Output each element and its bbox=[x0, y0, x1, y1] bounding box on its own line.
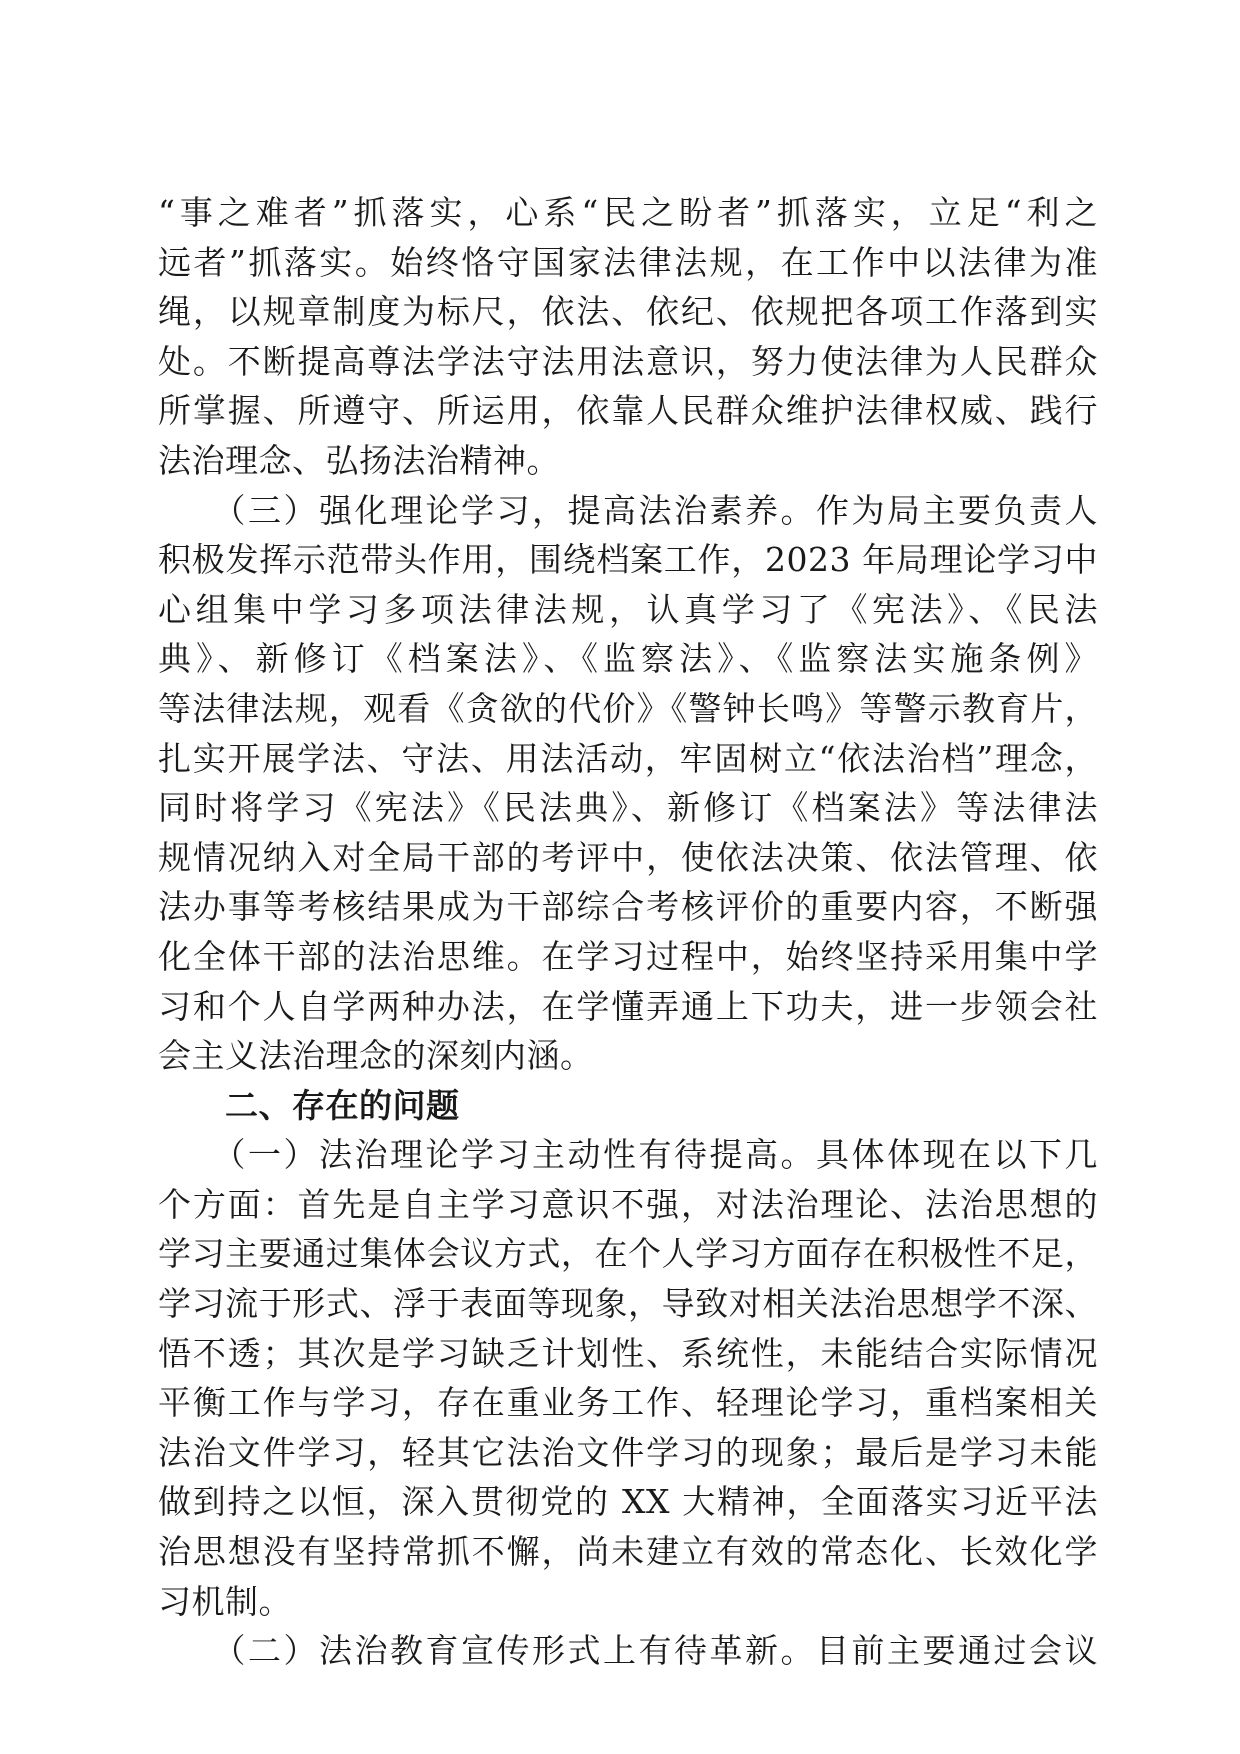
text-line: （三）强化理论学习，提高法治素养。作为局主要负责人 bbox=[158, 490, 1098, 530]
text-line: 法办事等考核结果成为干部综合考核评价的重要内容，不断强 bbox=[158, 887, 1098, 927]
text-line: 等法律法规，观看《贪欲的代价》《警钟长鸣》等警示教育片， bbox=[158, 688, 1098, 728]
text-line: 学习主要通过集体会议方式，在个人学习方面存在积极性不足， bbox=[158, 1234, 1098, 1274]
text-line: 扎实开展学法、守法、用法活动，牢固树立“依法治档”理念， bbox=[158, 738, 1098, 778]
text-line: 绳，以规章制度为标尺，依法、依纪、依规把各项工作落到实 bbox=[158, 292, 1098, 332]
text-line: “事之难者”抓落实，心系“民之盼者”抓落实，立足“利之 bbox=[158, 193, 1098, 232]
paragraph bbox=[158, 486, 1098, 1081]
text-line: 悟不透；其次是学习缺乏计划性、系统性，未能结合实际情况 bbox=[158, 1333, 1098, 1373]
text-line: （一）法治理论学习主动性有待提高。具体体现在以下几 bbox=[158, 1135, 1098, 1175]
text-line: 规情况纳入对全局干部的考评中，使依法决策、依法管理、依 bbox=[158, 837, 1098, 877]
text-line: 个方面：首先是自主学习意识不强，对法治理论、法治思想的 bbox=[158, 1184, 1098, 1224]
text-line: 远者”抓落实。始终恪守国家法律法规，在工作中以法律为准 bbox=[158, 242, 1098, 282]
text-line: 处。不断提高尊法学法守法用法意识，努力使法律为人民群众 bbox=[158, 341, 1098, 381]
text-line: 习和个人自学两种办法，在学懂弄通上下功夫，进一步领会社 bbox=[158, 986, 1098, 1026]
section-heading bbox=[158, 1081, 1098, 1131]
text-line: 同时将学习《宪法》《民法典》、新修订《档案法》等法律法 bbox=[158, 788, 1098, 828]
text-line: 学习流于形式、浮于表面等现象，导致对相关法治思想学不深、 bbox=[158, 1284, 1098, 1324]
paragraph bbox=[158, 1626, 1098, 1676]
paragraph bbox=[158, 1130, 1098, 1626]
text-line: 习机制。 bbox=[158, 1581, 292, 1621]
text-line: 积极发挥示范带头作用，围绕档案工作，2023 年局理论学习中 bbox=[158, 540, 1098, 580]
text-line: 心组集中学习多项法律法规，认真学习了《宪法》、《民法 bbox=[158, 589, 1098, 629]
text-line: 治思想没有坚持常抓不懈，尚未建立有效的常态化、长效化学 bbox=[158, 1532, 1098, 1572]
paragraph bbox=[158, 188, 1098, 486]
text-line: 法治文件学习，轻其它法治文件学习的现象；最后是学习未能 bbox=[158, 1432, 1098, 1472]
text-line: 法治理念、弘扬法治精神。 bbox=[158, 440, 560, 480]
text-line: 所掌握、所遵守、所运用，依靠人民群众维护法律权威、践行 bbox=[158, 391, 1098, 431]
text-line: 典》、新修订《档案法》、《监察法》、《监察法实施条例》 bbox=[158, 639, 1098, 679]
text-line: 做到持之以恒，深入贯彻党的 XX 大精神，全面落实习近平法 bbox=[158, 1482, 1098, 1522]
text-line: 化全体干部的法治思维。在学习过程中，始终坚持采用集中学 bbox=[158, 936, 1098, 976]
document-body bbox=[158, 188, 1098, 1676]
text-line: 平衡工作与学习，存在重业务工作、轻理论学习，重档案相关 bbox=[158, 1383, 1098, 1423]
text-line: 会主义法治理念的深刻内涵。 bbox=[158, 1036, 594, 1076]
heading-line: 二、存在的问题 bbox=[158, 1085, 460, 1125]
text-line: （二）法治教育宣传形式上有待革新。目前主要通过会议 bbox=[158, 1631, 1098, 1671]
